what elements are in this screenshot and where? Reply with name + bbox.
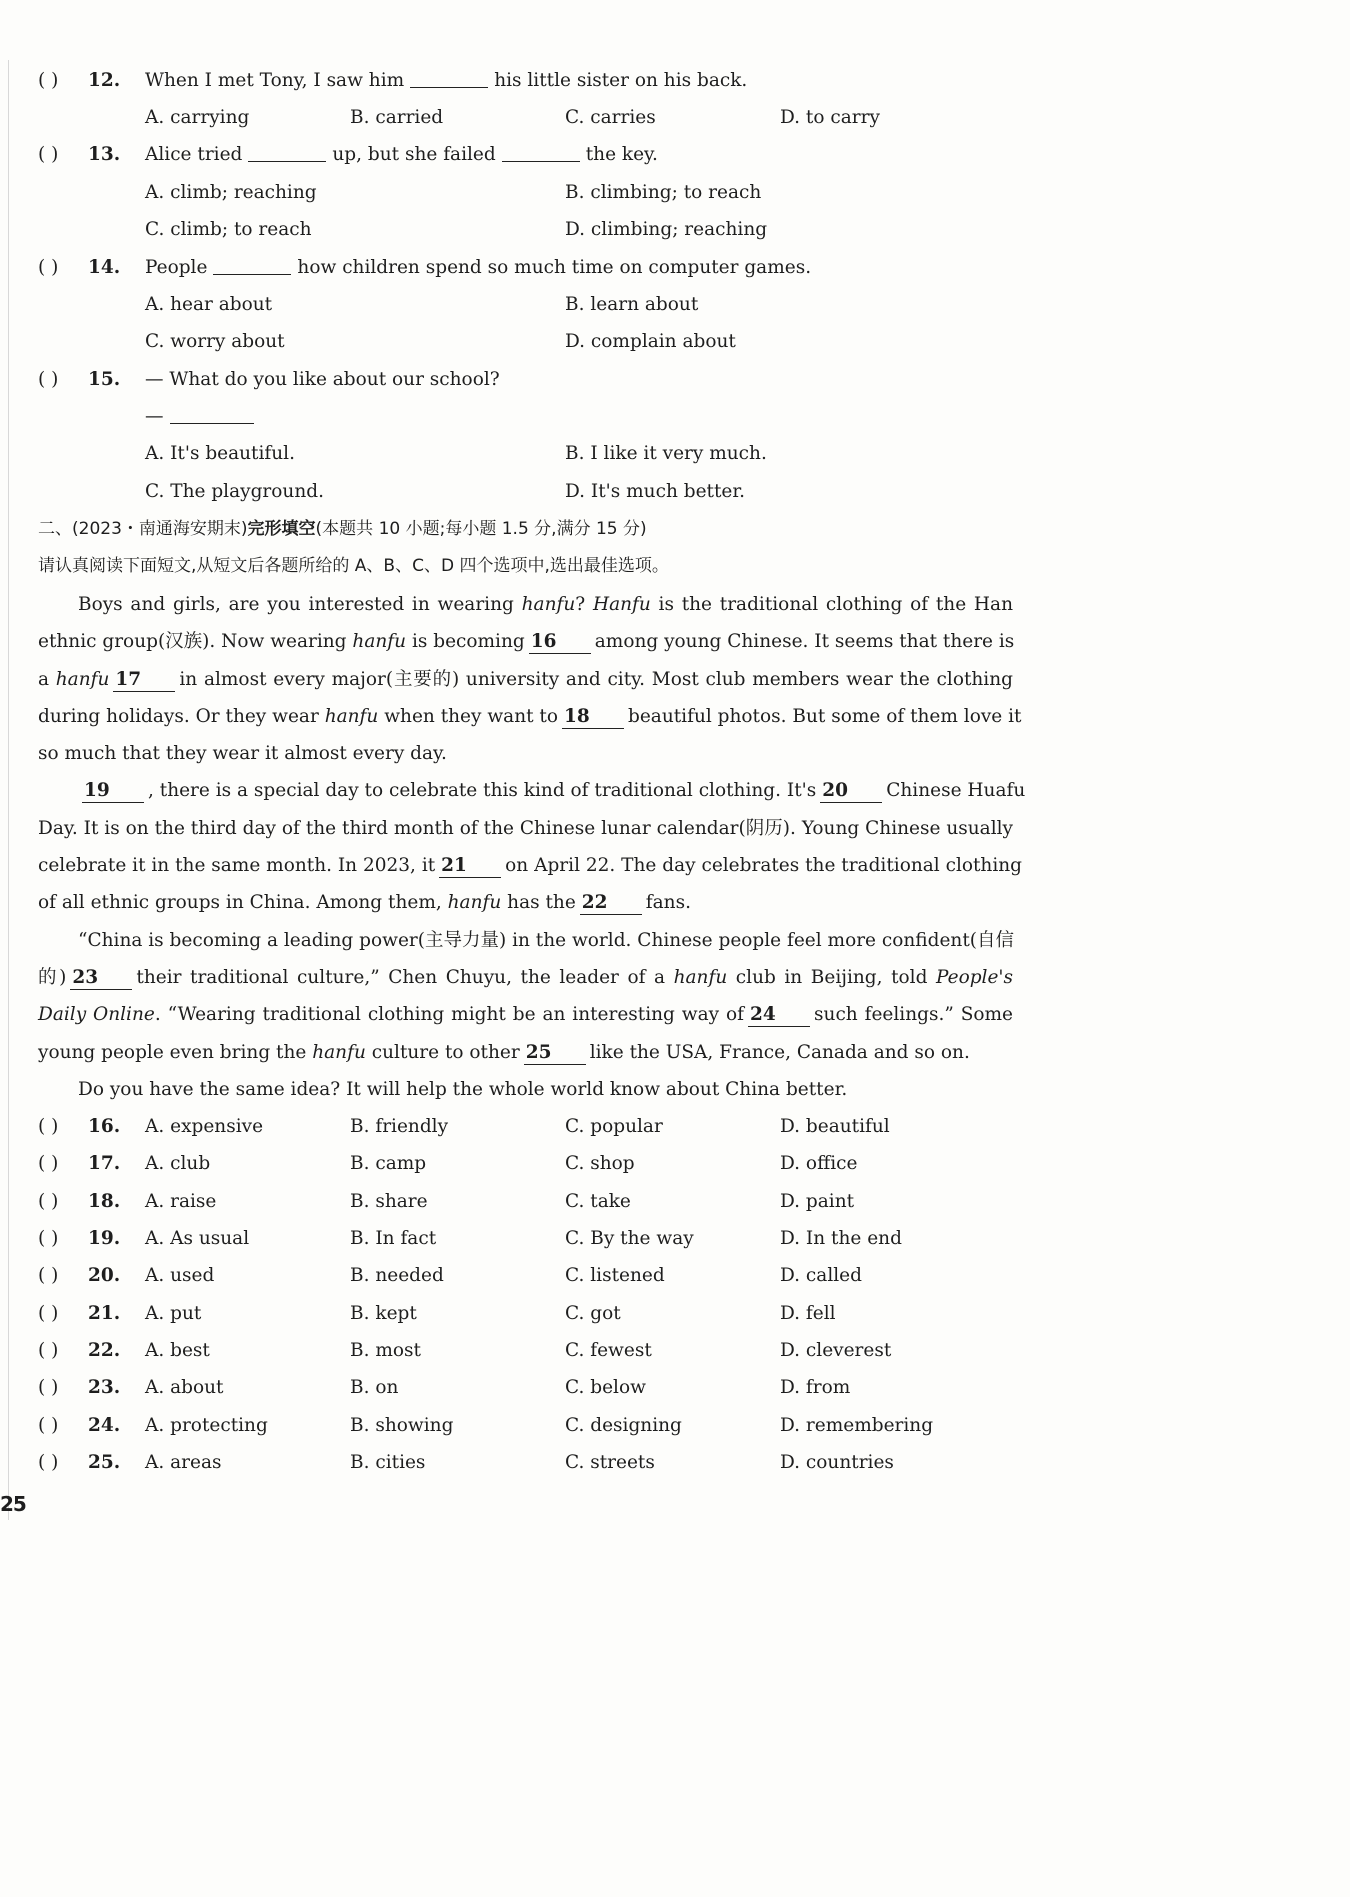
option-c[interactable]: C. shop — [565, 1153, 635, 1174]
question-14 — [0, 253, 1100, 283]
question-number: 23. — [88, 1377, 121, 1398]
option-d[interactable]: D. complain about — [565, 331, 736, 352]
option-b[interactable]: B. climbing; to reach — [565, 182, 762, 203]
passage-line: 19 , there is a special day to celebrate this kind of traditional clothing. It's 20 Chinese Huafu — [84, 780, 1026, 802]
passage-line: “China is becoming a leading power(主导力量) in the world. Chinese people feel more confident(自信 — [78, 929, 1014, 951]
answer-paren[interactable]: ( ) — [38, 1265, 59, 1286]
cloze-gap-18[interactable]: 18 — [562, 706, 624, 729]
question-number: 20. — [88, 1265, 121, 1286]
question-15-reply — [0, 402, 1100, 432]
question-18 — [0, 1187, 1100, 1217]
question-number: 21. — [88, 1303, 121, 1324]
question-13-options-row1 — [0, 178, 1100, 208]
question-number: 19. — [88, 1228, 121, 1249]
question-14-options-row1 — [0, 290, 1100, 320]
passage-line: Daily Online. “Wearing traditional clothing might be an interesting way of 24 such feelings.” Some — [38, 1004, 1014, 1026]
question-15-options-row1 — [0, 439, 1100, 469]
cloze-gap-23[interactable]: 23 — [70, 967, 132, 990]
option-d[interactable]: D. In the end — [780, 1228, 902, 1249]
question-number: 24. — [88, 1415, 121, 1436]
question-13-options-row2 — [0, 215, 1100, 245]
question-number: 15. — [88, 369, 121, 390]
option-b[interactable]: B. showing — [350, 1415, 454, 1436]
option-b[interactable]: B. on — [350, 1377, 399, 1398]
question-25 — [0, 1448, 1100, 1478]
option-b[interactable]: B. most — [350, 1340, 421, 1361]
section-instruction: 请认真阅读下面短文,从短文后各题所给的 A、B、C、D 四个选项中,选出最佳选项。 — [38, 556, 669, 576]
cloze-gap-21[interactable]: 21 — [439, 855, 501, 878]
option-c[interactable]: C. popular — [565, 1116, 663, 1137]
cloze-gap-16[interactable]: 16 — [529, 631, 591, 654]
option-a[interactable]: A. It's beautiful. — [145, 443, 295, 464]
answer-blank[interactable] — [213, 254, 291, 275]
option-d[interactable]: D. from — [780, 1377, 851, 1398]
option-c[interactable]: C. carries — [565, 107, 656, 128]
option-c[interactable]: C. The playground. — [145, 481, 324, 502]
question-number: 13. — [88, 144, 121, 165]
option-c[interactable]: C. listened — [565, 1265, 665, 1286]
question-number: 12. — [88, 70, 121, 91]
option-c[interactable]: C. fewest — [565, 1340, 652, 1361]
option-a[interactable]: A. raise — [145, 1191, 217, 1212]
option-a[interactable]: A. about — [145, 1377, 224, 1398]
cloze-gap-25[interactable]: 25 — [524, 1042, 586, 1065]
passage-line: so much that they wear it almost every day. — [38, 743, 447, 765]
option-a[interactable]: A. put — [145, 1303, 202, 1324]
question-23 — [0, 1373, 1100, 1403]
answer-paren[interactable]: ( ) — [38, 1452, 59, 1473]
option-a[interactable]: A. hear about — [145, 294, 273, 315]
option-b[interactable]: B. share — [350, 1191, 428, 1212]
reply-line: — — [145, 402, 260, 432]
question-number: 14. — [88, 257, 121, 278]
answer-paren[interactable]: ( ) — [38, 1377, 59, 1398]
question-15 — [0, 365, 1100, 395]
answer-paren[interactable]: ( ) — [38, 1116, 59, 1137]
answer-blank[interactable] — [170, 403, 254, 424]
option-b[interactable]: B. needed — [350, 1265, 444, 1286]
passage-line: celebrate it in the same month. In 2023, it 21 on April 22. The day celebrates the traditional clothing — [38, 855, 1023, 877]
cloze-gap-22[interactable]: 22 — [580, 892, 642, 915]
question-stem: When I met Tony, I saw him his little sister on his back. — [145, 66, 747, 96]
option-d[interactable]: D. beautiful — [780, 1116, 890, 1137]
passage-line: young people even bring the hanfu culture to other 25 like the USA, France, Canada and so on. — [38, 1041, 970, 1063]
question-number: 18. — [88, 1191, 121, 1212]
option-a[interactable]: A. club — [145, 1153, 211, 1174]
option-b[interactable]: B. friendly — [350, 1116, 449, 1137]
question-13 — [0, 140, 1100, 170]
question-number: 17. — [88, 1153, 121, 1174]
option-a[interactable]: A. areas — [145, 1452, 222, 1473]
option-c[interactable]: C. worry about — [145, 331, 285, 352]
passage-line: a hanfu 17 in almost every major(主要的) university and city. Most club members wear the clothing — [38, 668, 1013, 690]
page-number: 25 — [0, 1492, 26, 1516]
option-a[interactable]: A. climb; reaching — [145, 182, 317, 203]
answer-paren[interactable]: ( ) — [38, 1340, 59, 1361]
option-a[interactable]: A. used — [145, 1265, 215, 1286]
question-20 — [0, 1261, 1100, 1291]
cloze-gap-24[interactable]: 24 — [748, 1004, 810, 1027]
option-c[interactable]: C. got — [565, 1303, 621, 1324]
question-22 — [0, 1336, 1100, 1366]
question-12-options — [0, 103, 1100, 133]
passage-line: Boys and girls, are you interested in wearing hanfu? Hanfu is the traditional clothing of the Han — [78, 594, 1013, 615]
question-number: 16. — [88, 1116, 121, 1137]
option-d[interactable]: D. countries — [780, 1452, 894, 1473]
answer-paren[interactable]: ( ) — [38, 144, 59, 165]
question-stem: People how children spend so much time on computer games. — [145, 253, 811, 283]
answer-paren[interactable]: ( ) — [38, 70, 59, 91]
option-c[interactable]: C. climb; to reach — [145, 219, 312, 240]
option-a[interactable]: A. carrying — [145, 107, 250, 128]
option-d[interactable]: D. cleverest — [780, 1340, 892, 1361]
answer-paren[interactable]: ( ) — [38, 369, 59, 390]
question-stem: Alice tried up, but she failed the key. — [145, 140, 658, 170]
option-b[interactable]: B. learn about — [565, 294, 699, 315]
answer-paren[interactable]: ( ) — [38, 257, 59, 278]
answer-paren[interactable]: ( ) — [38, 1303, 59, 1324]
question-14-options-row2 — [0, 327, 1100, 357]
option-d[interactable]: D. to carry — [780, 107, 880, 128]
option-d[interactable]: D. fell — [780, 1303, 836, 1324]
answer-paren[interactable]: ( ) — [38, 1228, 59, 1249]
passage-line: Day. It is on the third day of the third month of the Chinese lunar calendar(阴历). Young Chinese usually — [38, 817, 1013, 839]
passage-line: during holidays. Or they wear hanfu when they want to 18 beautiful photos. But some of them love it — [38, 705, 1022, 727]
answer-blank[interactable] — [248, 141, 326, 162]
option-b[interactable]: B. carried — [350, 107, 444, 128]
option-d[interactable]: D. paint — [780, 1191, 855, 1212]
option-b[interactable]: B. I like it very much. — [565, 443, 767, 464]
answer-paren[interactable]: ( ) — [38, 1153, 59, 1174]
question-16 — [0, 1112, 1100, 1142]
answer-paren[interactable]: ( ) — [38, 1415, 59, 1436]
option-a[interactable]: A. protecting — [145, 1415, 268, 1436]
question-19 — [0, 1224, 1100, 1254]
passage-line: of all ethnic groups in China. Among them, hanfu has the 22 fans. — [38, 892, 691, 914]
option-b[interactable]: B. cities — [350, 1452, 426, 1473]
answer-paren[interactable]: ( ) — [38, 1191, 59, 1212]
answer-blank[interactable] — [410, 67, 488, 88]
passage-line: ethnic group(汉族). Now wearing hanfu is becoming 16 among young Chinese. It seems that there is — [38, 631, 1015, 653]
option-a[interactable]: A. As usual — [145, 1228, 250, 1249]
question-17 — [0, 1149, 1100, 1179]
passage-line: 的) 23 their traditional culture,” Chen Chuyu, the leader of a hanfu club in Beijing, told People's — [38, 966, 1013, 988]
question-15-options-row2 — [0, 477, 1100, 507]
option-a[interactable]: A. best — [145, 1340, 210, 1361]
option-b[interactable]: B. kept — [350, 1303, 417, 1324]
section-title: 二、(2023・南通海安期末)完形填空(本题共 10 小题;每小题 1.5 分,满分 15 分) — [38, 519, 647, 539]
cloze-gap-20[interactable]: 20 — [820, 780, 882, 803]
cloze-gap-19[interactable]: 19 — [82, 780, 144, 803]
cloze-passage — [38, 586, 1026, 1108]
option-b[interactable]: B. camp — [350, 1153, 427, 1174]
option-c[interactable]: C. take — [565, 1191, 631, 1212]
question-12 — [0, 66, 1100, 96]
option-c[interactable]: C. By the way — [565, 1228, 694, 1249]
option-c[interactable]: C. designing — [565, 1415, 682, 1436]
question-21 — [0, 1299, 1100, 1329]
option-d[interactable]: D. climbing; reaching — [565, 219, 768, 240]
option-b[interactable]: B. In fact — [350, 1228, 437, 1249]
option-c[interactable]: C. below — [565, 1377, 646, 1398]
option-d[interactable]: D. It's much better. — [565, 481, 746, 502]
question-stem: — What do you like about our school? — [145, 369, 500, 390]
passage-line: Do you have the same idea? It will help the whole world know about China better. — [78, 1078, 848, 1100]
option-a[interactable]: A. expensive — [145, 1116, 264, 1137]
option-d[interactable]: D. office — [780, 1153, 858, 1174]
question-number: 22. — [88, 1340, 121, 1361]
option-d[interactable]: D. called — [780, 1265, 862, 1286]
option-d[interactable]: D. remembering — [780, 1415, 934, 1436]
question-number: 25. — [88, 1452, 121, 1473]
option-c[interactable]: C. streets — [565, 1452, 655, 1473]
cloze-gap-17[interactable]: 17 — [113, 669, 175, 692]
answer-blank[interactable] — [502, 141, 580, 162]
question-24 — [0, 1411, 1100, 1441]
